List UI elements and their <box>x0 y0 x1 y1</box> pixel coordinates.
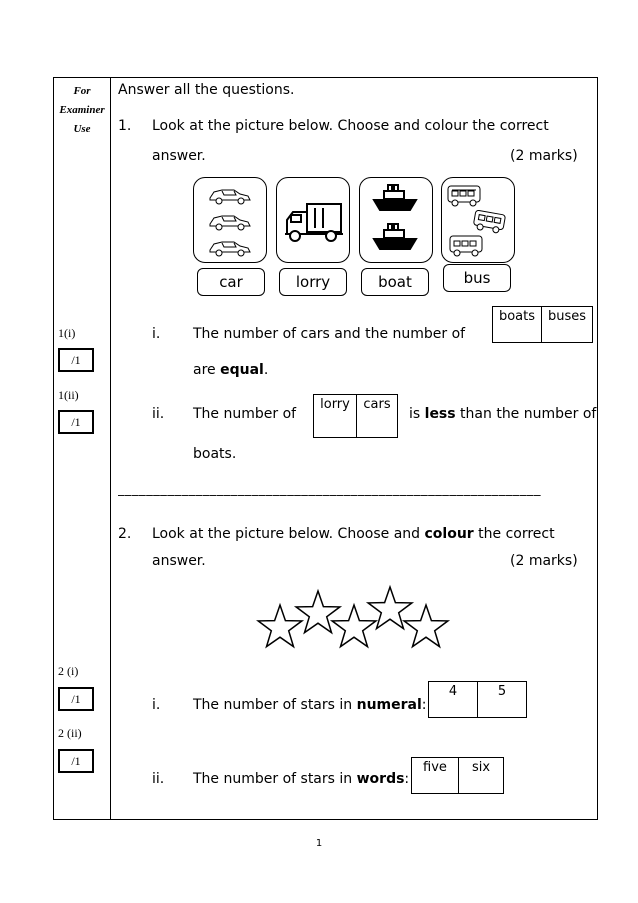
star-icon <box>258 587 448 647</box>
q1-marks: (2 marks) <box>510 148 578 164</box>
mark-box-1i[interactable]: /1 <box>58 348 94 372</box>
option-boats[interactable]: boats <box>493 307 542 343</box>
lorry-icon <box>277 178 349 262</box>
q2-marks: (2 marks) <box>510 553 578 569</box>
option-5[interactable]: 5 <box>478 682 527 718</box>
label-boat: boat <box>361 268 429 296</box>
q2i-options <box>428 681 527 718</box>
mark-box-2i[interactable]: /1 <box>58 687 94 711</box>
q2-text-line2: answer. <box>152 553 206 569</box>
mark-box-1ii[interactable]: /1 <box>58 410 94 434</box>
label-car: car <box>197 268 265 296</box>
q2ii-options <box>411 757 504 794</box>
cars-picture <box>193 177 267 263</box>
q1i-line2: are equal. <box>193 362 269 378</box>
label-lorry: lorry <box>279 268 347 296</box>
q2ii-text: The number of stars in words: <box>193 771 410 787</box>
option-4[interactable]: 4 <box>429 682 478 718</box>
boats-picture <box>359 177 433 263</box>
q1ii-options <box>313 394 398 438</box>
q1i-number: i. <box>152 326 161 342</box>
q2-number: 2. <box>118 526 132 542</box>
separator-line: ____________________________________________________________ <box>118 482 541 497</box>
q1ii-pre: The number of <box>193 406 297 422</box>
q1i-options <box>492 306 593 343</box>
examiner-header: For Examiner Use <box>59 85 105 135</box>
page-number: 1 <box>315 838 323 849</box>
column-divider <box>110 77 111 820</box>
label-bus: bus <box>443 264 511 292</box>
boat-icon <box>360 178 432 262</box>
stars-picture <box>256 584 452 656</box>
mark-label-1ii: 1(ii) <box>58 388 79 402</box>
q2i-number: i. <box>152 697 161 713</box>
option-buses[interactable]: buses <box>542 307 593 343</box>
mark-label-2i: 2 (i) <box>58 664 79 678</box>
q2i-text: The number of stars in numeral: <box>193 697 427 713</box>
q1ii-line2: boats. <box>193 446 237 462</box>
q1i-text: The number of cars and the number of <box>193 326 466 342</box>
bus-icon <box>442 178 514 262</box>
q1ii-post: is less than the number of <box>409 406 597 422</box>
q1ii-number: ii. <box>152 406 165 422</box>
q1-number: 1. <box>118 118 132 134</box>
car-icon <box>194 178 266 262</box>
q2ii-number: ii. <box>152 771 165 787</box>
option-cars[interactable]: cars <box>357 395 398 438</box>
instructions: Answer all the questions. <box>118 82 295 98</box>
q1-text-line2: answer. <box>152 148 206 164</box>
mark-label-1i: 1(i) <box>58 326 76 340</box>
q1-text-line1: Look at the picture below. Choose and colour the correct <box>152 118 549 134</box>
option-five[interactable]: five <box>412 758 459 794</box>
option-six[interactable]: six <box>459 758 504 794</box>
mark-box-2ii[interactable]: /1 <box>58 749 94 773</box>
lorry-picture <box>276 177 350 263</box>
option-lorry[interactable]: lorry <box>314 395 357 438</box>
mark-label-2ii: 2 (ii) <box>58 726 82 740</box>
buses-picture <box>441 177 515 263</box>
q2-text-line1: Look at the picture below. Choose and colour the correct <box>152 526 555 542</box>
